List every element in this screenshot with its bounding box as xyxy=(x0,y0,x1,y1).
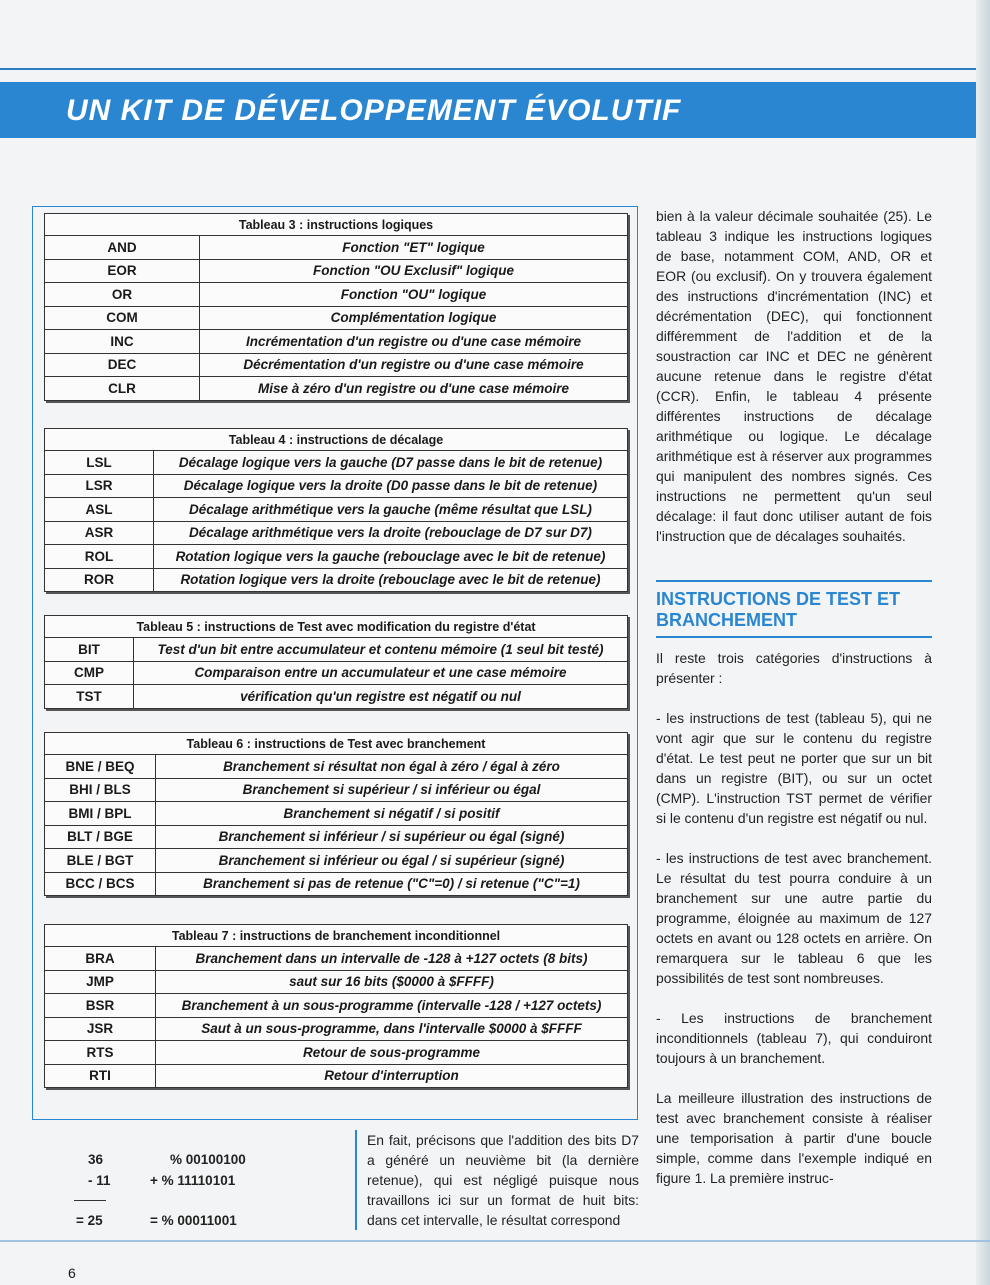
paragraph: - Les instructions de branchement inconditionnels (tableau 7), qui conduiront toujours à un branchement. xyxy=(656,1010,932,1066)
instruction-description: Décalage logique vers la droite (D0 passe dans le bit de retenue) xyxy=(154,474,628,498)
instruction-description: Fonction "ET" logique xyxy=(200,236,628,260)
calc-dec-2: - 11 xyxy=(88,1173,111,1188)
calc-bin-2: + % 11110101 xyxy=(150,1173,236,1188)
instruction-code: DEC xyxy=(45,353,200,377)
instruction-description: Décalage arithmétique vers la droite (rebouclage de D7 sur D7) xyxy=(154,521,628,545)
paragraph: La meilleure illustration des instructions de test avec branchement consiste à réaliser une temporisation à partir d'une boucle simple, comme dans l'exemple indiqué en figure 1. La première instruc- xyxy=(656,1090,932,1186)
calc-dec-1: 36 xyxy=(88,1152,104,1167)
instruction-code: ROR xyxy=(45,568,154,592)
middle-column xyxy=(367,1130,639,1250)
table-row xyxy=(45,825,628,849)
page-number: 6 xyxy=(68,1265,76,1281)
paragraph: - les instructions de test avec branchement. Le résultat du test pourra conduire à un branchement sur une autre partie du programme, éloignée au maximum de 127 octets en avant ou 128 octets en arrière. On remarquera sur le tableau 6 que les possibilités de test sont nombreuses. xyxy=(656,850,932,986)
instruction-description: Fonction "OU" logique xyxy=(200,283,628,307)
instruction-code: AND xyxy=(45,236,200,260)
instruction-code: RTI xyxy=(45,1064,156,1088)
bottom-rule xyxy=(0,1240,990,1242)
instruction-description: Branchement si négatif / si positif xyxy=(156,802,628,826)
right-column-top xyxy=(656,206,932,566)
instruction-code: LSR xyxy=(45,474,154,498)
table-row xyxy=(45,802,628,826)
calc-bin-result: = % 00011001 xyxy=(150,1213,237,1228)
table-row xyxy=(45,1064,628,1088)
instruction-code: EOR xyxy=(45,259,200,283)
column-divider xyxy=(355,1130,357,1230)
instruction-description: Branchement si supérieur / si inférieur ou égal xyxy=(156,778,628,802)
instruction-code: BLE / BGT xyxy=(45,849,156,873)
table-row xyxy=(45,330,628,354)
table-row xyxy=(45,638,628,662)
table-row xyxy=(45,236,628,260)
table-row xyxy=(45,849,628,873)
table-row xyxy=(45,498,628,522)
instruction-code: ROL xyxy=(45,545,154,569)
instruction-description: Branchement à un sous-programme (intervalle -128 / +127 octets) xyxy=(156,994,628,1018)
top-rule xyxy=(0,68,990,70)
instruction-table xyxy=(44,428,628,592)
section-title: INSTRUCTIONS DE TEST ET BRANCHEMENT xyxy=(656,589,901,630)
table-caption: Tableau 4 : instructions de décalage xyxy=(45,429,628,451)
instruction-code: ASR xyxy=(45,521,154,545)
instruction-code: LSL xyxy=(45,451,154,475)
instruction-code: OR xyxy=(45,283,200,307)
table-row xyxy=(45,306,628,330)
instruction-code: ASL xyxy=(45,498,154,522)
section-rule-bottom xyxy=(656,636,932,638)
instruction-description: Fonction "OU Exclusif" logique xyxy=(200,259,628,283)
instruction-description: Rotation logique vers la gauche (rebouclage avec le bit de retenue) xyxy=(154,545,628,569)
instruction-description: Mise à zéro d'un registre ou d'une case mémoire xyxy=(200,377,628,401)
table-row xyxy=(45,545,628,569)
instruction-table xyxy=(44,924,628,1088)
paragraph: - les instructions de test (tableau 5), qui ne vont agir que sur le contenu du registre d'état. Le test peut ne porter que sur un bit dans un registre (BIT), ou sur un octet (CMP). L'instruction TST permet de vérifier si le contenu d'un registre est négatif ou nul. xyxy=(656,710,932,826)
section-rule-top xyxy=(656,580,932,582)
instruction-description: Branchement si pas de retenue ("C"=0) / si retenue ("C"=1) xyxy=(156,872,628,896)
table-caption: Tableau 6 : instructions de Test avec branchement xyxy=(45,733,628,755)
table-row xyxy=(45,661,628,685)
instruction-description: vérification qu'un registre est négatif ou nul xyxy=(134,685,628,709)
instruction-description: Comparaison entre un accumulateur et une case mémoire xyxy=(134,661,628,685)
calc-bin-1: % 00100100 xyxy=(170,1152,246,1167)
table-row xyxy=(45,755,628,779)
instruction-code: CMP xyxy=(45,661,134,685)
instruction-code: BHI / BLS xyxy=(45,778,156,802)
calc-dec-line xyxy=(74,1200,106,1201)
instruction-description: saut sur 16 bits ($0000 à $FFFF) xyxy=(156,970,628,994)
page-edge xyxy=(976,0,990,1285)
instruction-description: Test d'un bit entre accumulateur et contenu mémoire (1 seul bit testé) xyxy=(134,638,628,662)
instruction-description: Retour d'interruption xyxy=(156,1064,628,1088)
instruction-table xyxy=(44,615,628,709)
table-row xyxy=(45,994,628,1018)
paragraph: En fait, précisons que l'addition des bits D7 a généré un neuvième bit (la dernière retenue), qui est négligé puisque nous travaillons ici sur un format de huit bits: dans cet intervalle, le résultat correspond xyxy=(367,1132,639,1228)
instruction-description: Complémentation logique xyxy=(200,306,628,330)
instruction-code: CLR xyxy=(45,377,200,401)
table-row xyxy=(45,474,628,498)
instruction-code: JSR xyxy=(45,1017,156,1041)
instruction-code: BSR xyxy=(45,994,156,1018)
instruction-description: Décrémentation d'un registre ou d'une case mémoire xyxy=(200,353,628,377)
paragraph: bien à la valeur décimale souhaitée (25). Le tableau 3 indique les instructions logiques de base, notamment COM, AND, OR et EOR (ou exclusif). On y trouvera également des instructions d'incrémentation (INC) et décrémentation (DEC), qui fonctionnent différemment de l'addition et de la soustraction car INC et DEC ne génèrent aucune retenue dans le registre d'état (CCR). Enfin, le tableau 4 présente différentes instructions de décalage arithmétique ou logique. Le décalage arithmétique est à réserver aux programmes qui manipulent des nombres signés. Ces instructions ne permettent qu'un seul décalage: il faut donc utiliser autant de fois l'instruction que de décalages souhaités. xyxy=(656,208,932,544)
table-row xyxy=(45,970,628,994)
instruction-description: Branchement si inférieur / si supérieur ou égal (signé) xyxy=(156,825,628,849)
instruction-description: Branchement si inférieur ou égal / si supérieur (signé) xyxy=(156,849,628,873)
instruction-description: Incrémentation d'un registre ou d'une case mémoire xyxy=(200,330,628,354)
table-caption: Tableau 5 : instructions de Test avec modification du registre d'état xyxy=(45,616,628,638)
instruction-description: Branchement si résultat non égal à zéro / égal à zéro xyxy=(156,755,628,779)
table-row xyxy=(45,377,628,401)
instruction-description: Rotation logique vers la droite (rebouclage avec le bit de retenue) xyxy=(154,568,628,592)
table-row xyxy=(45,685,628,709)
table-row xyxy=(45,872,628,896)
table-row xyxy=(45,521,628,545)
instruction-code: BMI / BPL xyxy=(45,802,156,826)
instruction-description: Retour de sous-programme xyxy=(156,1041,628,1065)
instruction-code: TST xyxy=(45,685,134,709)
paragraph: Il reste trois catégories d'instructions à présenter : xyxy=(656,650,932,686)
instruction-code: BLT / BGE xyxy=(45,825,156,849)
table-row xyxy=(45,259,628,283)
table-row xyxy=(45,1041,628,1065)
instruction-code: JMP xyxy=(45,970,156,994)
instruction-description: Branchement dans un intervalle de -128 à +127 octets (8 bits) xyxy=(156,947,628,971)
instruction-description: Saut à un sous-programme, dans l'intervalle $0000 à $FFFF xyxy=(156,1017,628,1041)
instruction-code: BNE / BEQ xyxy=(45,755,156,779)
instruction-table xyxy=(44,732,628,896)
table-row xyxy=(45,353,628,377)
instruction-table xyxy=(44,213,628,401)
instruction-code: COM xyxy=(45,306,200,330)
table-row xyxy=(45,568,628,592)
table-caption: Tableau 3 : instructions logiques xyxy=(45,214,628,236)
instruction-code: BIT xyxy=(45,638,134,662)
instruction-code: INC xyxy=(45,330,200,354)
instruction-code: BCC / BCS xyxy=(45,872,156,896)
page-title: UN KIT DE DÉVELOPPEMENT ÉVOLUTIF xyxy=(66,94,682,127)
table-row xyxy=(45,451,628,475)
instruction-code: BRA xyxy=(45,947,156,971)
table-caption: Tableau 7 : instructions de branchement inconditionnel xyxy=(45,925,628,947)
table-row xyxy=(45,778,628,802)
table-row xyxy=(45,1017,628,1041)
instruction-description: Décalage arithmétique vers la gauche (même résultat que LSL) xyxy=(154,498,628,522)
calc-dec-result: = 25 xyxy=(76,1213,103,1228)
right-column-bottom xyxy=(656,648,932,1208)
instruction-description: Décalage logique vers la gauche (D7 passe dans le bit de retenue) xyxy=(154,451,628,475)
table-row xyxy=(45,947,628,971)
instruction-code: RTS xyxy=(45,1041,156,1065)
table-row xyxy=(45,283,628,307)
